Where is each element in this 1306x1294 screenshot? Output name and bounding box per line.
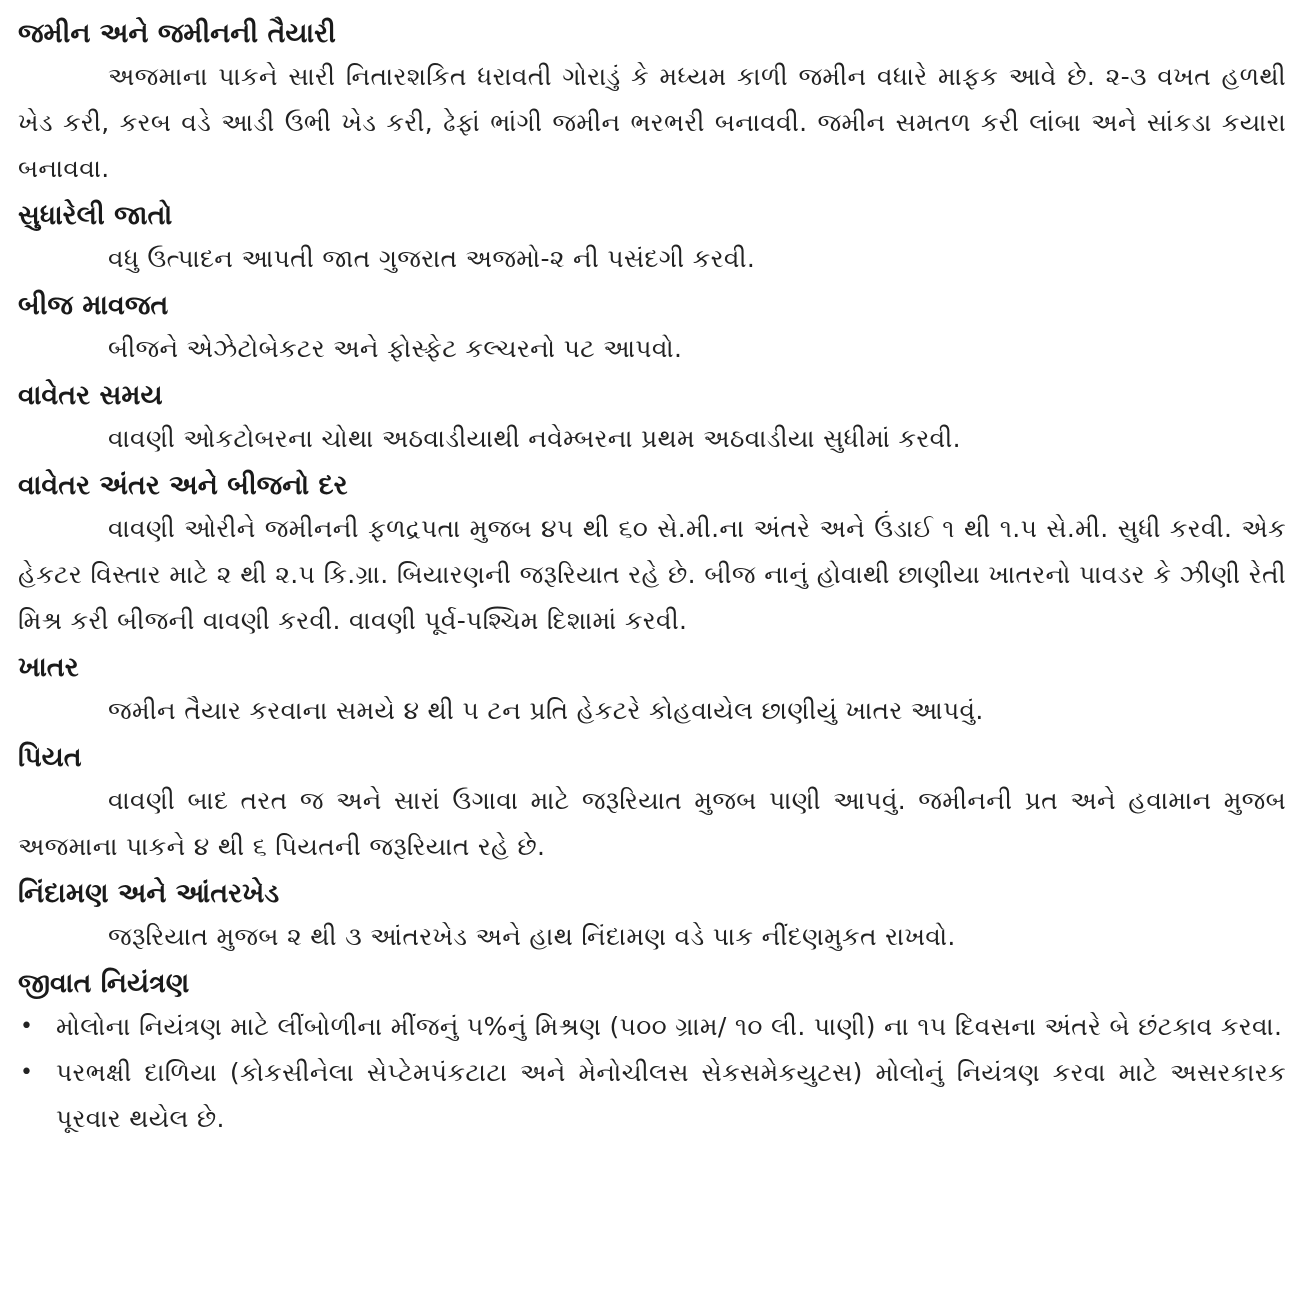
list-item-text: પરભક્ષી દાળિયા (કોકસીનેલા સેપ્ટેમપંકટાટા અને મેનોચીલસ સેકસમેકયુટસ) મોલોનું નિયંત્રણ કરવા માટે અસરકારક પૂરવાર થયેલ છે. [56, 1058, 1286, 1133]
paragraph-manure: જમીન તૈયાર કરવાના સમયે ૪ થી ૫ ટન પ્રતિ હેકટરે કોહવાયેલ છાણીયું ખાતર આપવું. [108, 696, 984, 725]
bullet-icon: • [20, 1014, 34, 1039]
bullet-icon: • [20, 1060, 34, 1085]
list-item [18, 1004, 1286, 1050]
paragraph-spacing-seed-rate: વાવણી ઓરીને જમીનની ફળદ્રપતા મુજબ ૪૫ થી ૬૦ સે.મી.ના અંતરે અને ઉંડાઈ ૧ થી ૧.૫ સે.મી. સુધી કરવી. એક હેકટર વિસ્તાર માટે ૨ થી ૨.૫ કિ.ગ્રા. બિયારણની જરૂરિયાત રહે છે. બીજ નાનું હોવાથી છાણીયા ખાતરનો પાવડર કે ઝીણી રેતી મિશ્ર કરી બીજની વાવણી કરવી. વાવણી પૂર્વ-પશ્ચિમ દિશામાં કરવી. [18, 514, 1286, 635]
paragraph-irrigation: વાવણી બાદ તરત જ અને સારાં ઉગાવા માટે જરૂરિયાત મુજબ પાણી આપવું. જમીનની પ્રત અને હવામાન મુજબ અજમાના પાકને ૪ થી ૬ પિયતની જરૂરિયાત રહે છે. [18, 786, 1286, 861]
heading-irrigation: પિયત [18, 742, 82, 773]
list-item [18, 1050, 1286, 1142]
heading-sowing-time: વાવેતર સમય [18, 380, 163, 411]
heading-spacing-seed-rate: વાવેતર અંતર અને બીજનો દર [18, 470, 348, 501]
paragraph-land-preparation: અજમાના પાકને સારી નિતારશકિત ધરાવતી ગોરાડું કે મધ્યમ કાળી જમીન વધારે માફક આવે છે. ૨-૩ વખત હળથી ખેડ કરી, કરબ વડે આડી ઉભી ખેડ કરી, ઢેફાં ભાંગી જમીન ભરભરી બનાવવી. જમીન સમતળ કરી લાંબા અને સાંકડા કયારા બનાવવા. [18, 62, 1286, 183]
paragraph-sowing-time: વાવણી ઓકટોબરના ચોથા અઠવાડીયાથી નવેમ્બરના પ્રથમ અઠવાડીયા સુધીમાં કરવી. [108, 424, 961, 453]
heading-seed-treatment: બીજ માવજત [18, 290, 169, 321]
heading-pest-control: જીવાત નિયંત્રણ [18, 968, 190, 999]
heading-improved-varieties: સુધારેલી જાતો [18, 200, 173, 231]
heading-manure: ખાતર [18, 652, 79, 683]
paragraph-improved-varieties: વધુ ઉત્પાદન આપતી જાત ગુજરાત અજમો-૨ ની પસંદગી કરવી. [108, 244, 756, 273]
paragraph-weeding-interculture: જરૂરિયાત મુજબ ૨ થી ૩ આંતરખેડ અને હાથ નિંદામણ વડે પાક નીંદણમુકત રાખવો. [108, 922, 956, 951]
pest-control-list [18, 1004, 1286, 1142]
heading-weeding-interculture: નિંદામણ અને આંતરખેડ [18, 878, 280, 909]
heading-land-preparation: જમીન અને જમીનની તૈયારી [18, 18, 336, 49]
paragraph-seed-treatment: બીજને એઝેટોબેકટર અને ફોસ્ફેટ કલ્ચરનો પટ આપવો. [108, 334, 683, 363]
list-item-text: મોલોના નિયંત્રણ માટે લીંબોળીના મીંજનું ૫%નું મિશ્રણ (૫૦૦ ગ્રામ/ ૧૦ લી. પાણી) ના ૧૫ દિવસના અંતરે બે છંટકાવ કરવા. [56, 1012, 1283, 1041]
